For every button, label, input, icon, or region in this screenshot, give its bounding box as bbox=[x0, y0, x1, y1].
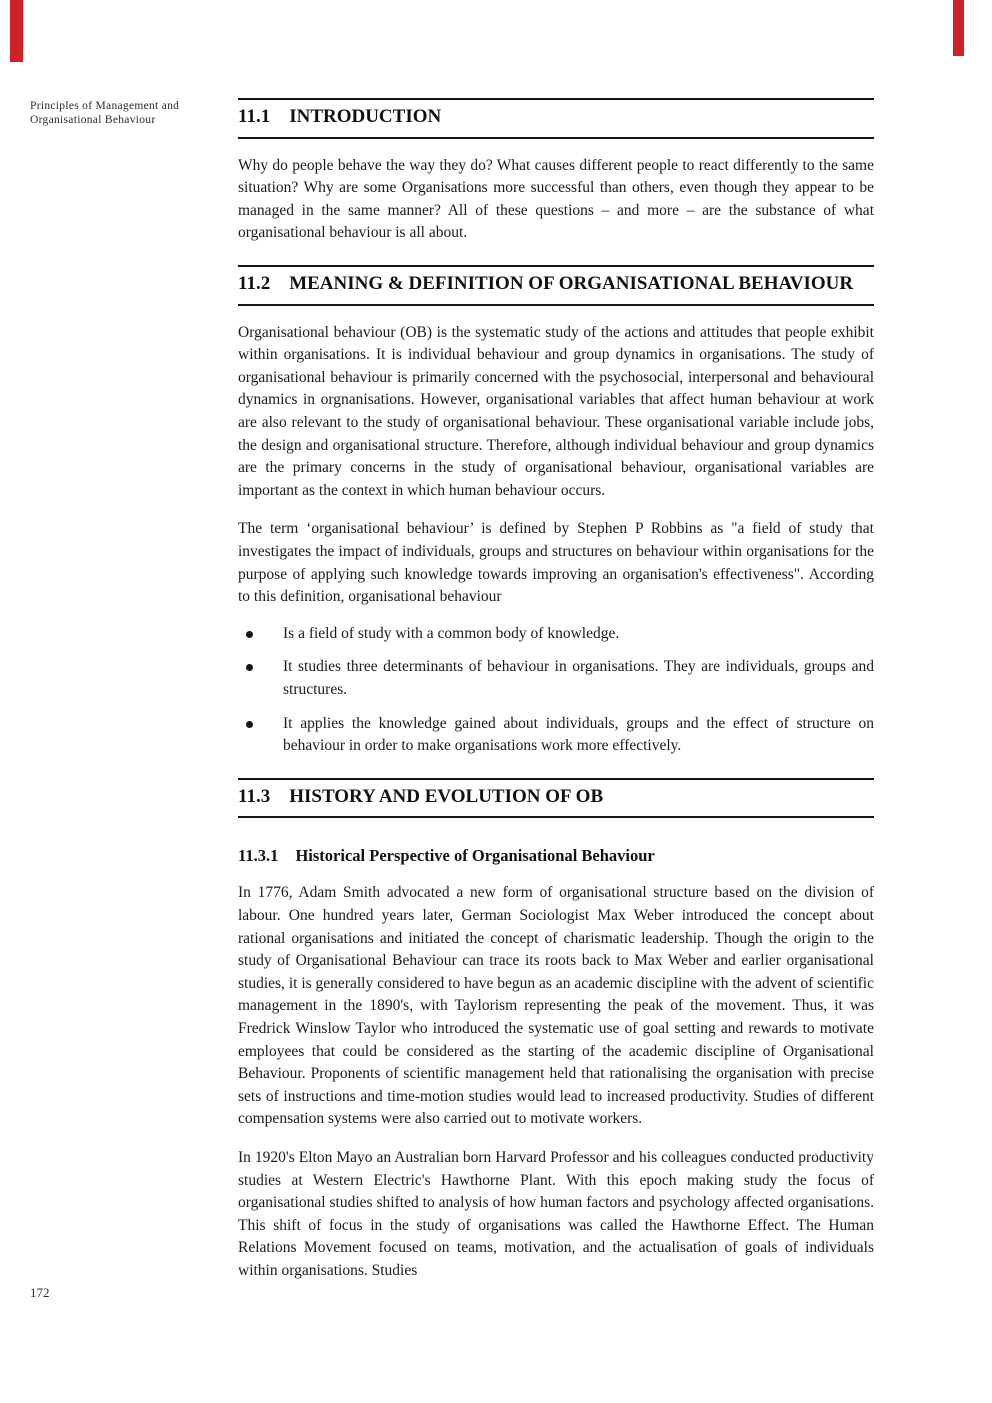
subsection-title: Historical Perspective of Organisational Behaviour bbox=[295, 846, 655, 866]
red-accent-bar-right bbox=[953, 0, 964, 56]
meaning-paragraph-2: The term ‘organisational behaviour’ is defined by Stephen P Robbins as "a field of study that investigates the impact of individuals, groups and structures on behaviour within organisations for the purpose of applying such knowledge towards improving an organisation's effectiveness". According to this definition, organisational behaviour bbox=[238, 520, 874, 606]
section-number-11-1: 11.1 bbox=[238, 106, 271, 127]
running-header bbox=[30, 99, 225, 127]
bullet-icon bbox=[246, 631, 253, 638]
red-accent-bar-left bbox=[10, 0, 23, 62]
section-title-11-2: MEANING & DEFINITION OF ORGANISATIONAL BEHAVIOUR bbox=[289, 273, 854, 295]
page-number: 172 bbox=[30, 1285, 50, 1300]
meaning-paragraph-1: Organisational behaviour (OB) is the systematic study of the actions and attitudes that people exhibit within organisations. It is individual behaviour and group dynamics in organisations. The study of organisational behaviour is primarily concerned with the psychosocial, interpersonal and behavioural dynamics in orgnanisations. However, organisational variables that affect human behaviour at work are also relevant to the study of organisational behaviour. These organisational variable include jobs, the design and organisational structure. Therefore, although individual behaviour and group dynamics are the primary concerns in the study of organisational behaviour, organisational variables are important as the context in which human behaviour occurs. bbox=[238, 323, 874, 499]
list-item bbox=[238, 713, 874, 758]
subsection-number: 11.3.1 bbox=[238, 846, 279, 866]
section-number-11-3: 11.3 bbox=[238, 785, 271, 807]
heading-11-1 bbox=[238, 98, 874, 139]
section-title-11-1: INTRODUCTION bbox=[289, 106, 442, 127]
section-title-11-3: HISTORY AND EVOLUTION OF OB bbox=[289, 785, 604, 807]
history-paragraph-2: In 1920's Elton Mayo an Australian born Harvard Professor and his colleagues conducted productivity studies at Western Electric's Hawthorne Plant. With this epoch making study the focus of organisational studies shifted to analysis of how human factors and psychology affected organisations. This shift of focus in the study of organisations was called the Hawthorne Effect. The Human Relations Movement focused on teams, motivation, and the actualisation of goals of individuals within organisations. Studies bbox=[238, 1148, 874, 1279]
bullet-icon bbox=[246, 664, 253, 671]
subheading-11-3-1 bbox=[238, 846, 874, 866]
heading-11-2 bbox=[238, 265, 874, 306]
running-header-line2: Organisational Behaviour bbox=[30, 114, 156, 126]
ob-definition-list bbox=[238, 623, 874, 758]
list-item bbox=[238, 656, 874, 701]
list-item bbox=[238, 623, 874, 646]
heading-11-3 bbox=[238, 778, 874, 819]
intro-paragraph: Why do people behave the way they do? What causes different people to react differently to the same situation? Why are some Organisations more successful than others, even though they appear to be managed in the same manner? All of these questions – and more – are the substance of what organisational behaviour is all about. bbox=[238, 156, 874, 242]
bullet-text: It applies the knowledge gained about individuals, groups and the effect of structure on behaviour in order to make organisations work more effectively. bbox=[283, 714, 874, 755]
bullet-text: Is a field of study with a common body of knowledge. bbox=[283, 624, 620, 642]
running-header-line1: Principles of Management and bbox=[30, 100, 180, 112]
main-column bbox=[238, 98, 874, 1282]
section-number-11-2: 11.2 bbox=[238, 273, 271, 295]
bullet-icon bbox=[246, 721, 253, 728]
history-paragraph-1: In 1776, Adam Smith advocated a new form of organisational structure based on the division of labour. One hundred years later, German Sociologist Max Weber introduced the concept about rational organisations and initiated the concept of charismatic leadership. Though the origin to the study of Organisational Behaviour can trace its roots back to Max Weber and earlier organisational studies, it is generally considered to have begun as an academic discipline with the advent of scientific management in the 1890's, with Taylorism representing the peak of the movement. Thus, it was Fredrick Winslow Taylor who introduced the systematic use of goal setting and rewards to motivate employees that could be considered as the starting of the academic discipline of Organisational Behaviour. Proponents of scientific management held that rationalising the organisation with precise sets of instructions and time-motion studies would lead to increased productivity. Studies of different compensation systems were also carried out to motivate workers. bbox=[238, 884, 874, 1128]
bullet-text: It studies three determinants of behaviour in organisations. They are individuals, groups and structures. bbox=[283, 658, 874, 698]
